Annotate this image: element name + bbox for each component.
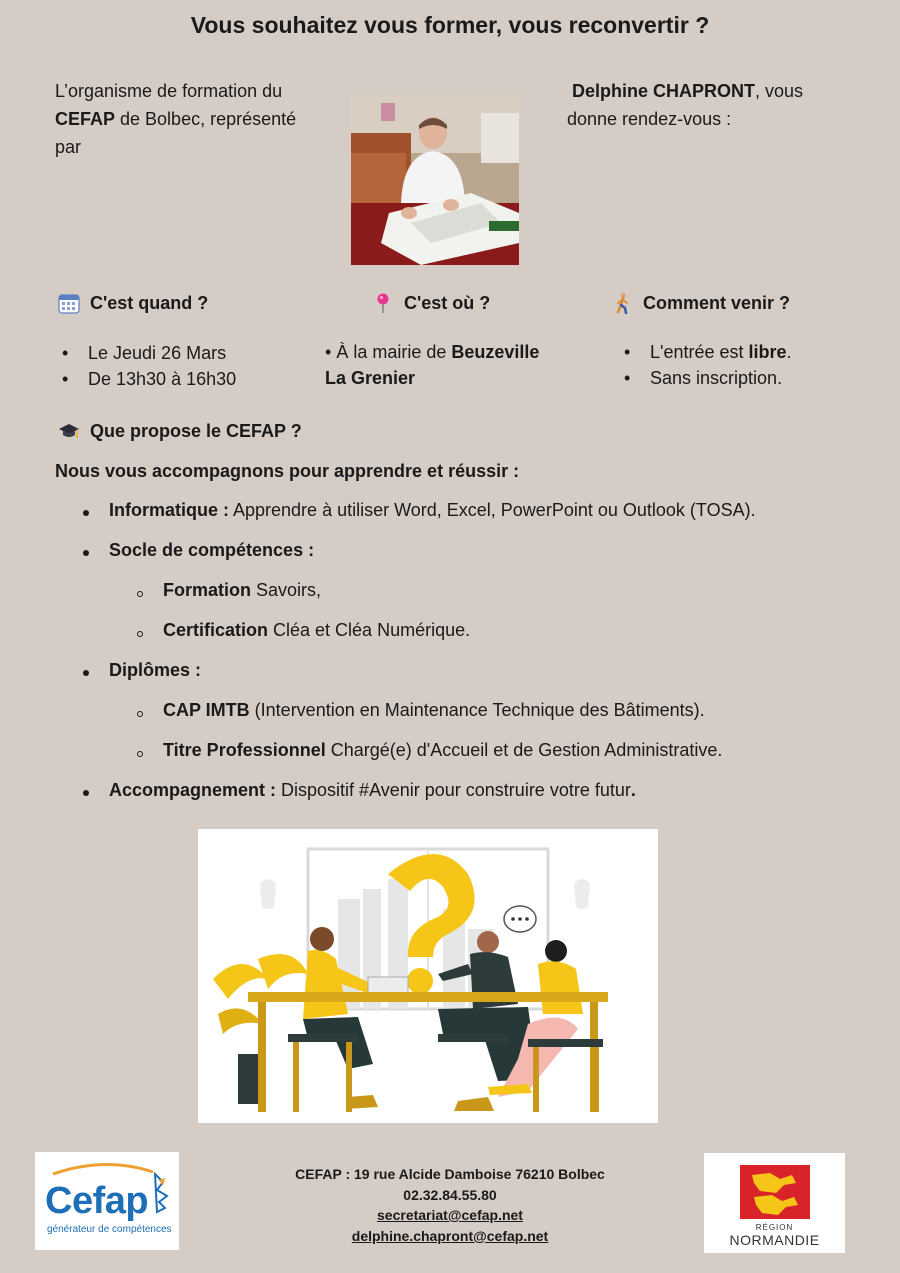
when-list xyxy=(58,340,236,392)
where-place: Beuzeville xyxy=(451,342,540,362)
socle-label: Socle de compétences : xyxy=(109,540,315,560)
dip-2-rest: Chargé(e) d'Accueil et de Gestion Administrative. xyxy=(325,740,723,760)
diplomes-label: Diplômes : xyxy=(109,660,202,680)
portrait-photo xyxy=(351,93,519,265)
socle-1-rest: Savoirs, xyxy=(251,580,322,600)
bullet-icon xyxy=(83,790,89,796)
intro-left-line2 xyxy=(55,105,345,133)
when-heading-text: C'est quand ? xyxy=(90,292,209,313)
how-list xyxy=(620,339,792,391)
offer-dip-1 xyxy=(163,700,705,721)
page-title: Vous souhaitez vous former, vous reconvertir ? xyxy=(190,12,710,38)
dip-1-rest: (Intervention en Maintenance Technique des Bâtiments). xyxy=(249,700,705,720)
intro-left xyxy=(55,77,345,161)
how-heading-text: Comment venir ? xyxy=(643,292,791,313)
bullet-icon xyxy=(83,670,89,676)
sub-bullet-icon xyxy=(137,591,143,597)
offer-informatique xyxy=(109,500,756,521)
where-text xyxy=(325,339,585,391)
region-logo-line2: NORMANDIE xyxy=(729,1232,820,1248)
how-item1-post: . xyxy=(786,342,792,362)
socle-1-bold: Formation xyxy=(163,580,251,600)
walking-person-icon xyxy=(611,292,633,314)
where-heading-text: C'est où ? xyxy=(404,292,491,313)
intro-left-line1: L’organisme de formation du xyxy=(55,81,283,101)
sub-bullet-icon xyxy=(137,711,143,717)
intro-right-line2: donne rendez-vous : xyxy=(567,109,732,129)
informatique-text: Apprendre à utiliser Word, Excel, PowerPoint ou Outlook (TOSA). xyxy=(229,500,756,520)
meeting-illustration-drawing xyxy=(198,829,658,1123)
how-item1-pre: L'entrée est xyxy=(650,342,749,362)
pin-icon xyxy=(372,292,394,314)
offer-socle-1 xyxy=(163,580,321,601)
offer-dip-2 xyxy=(163,740,722,761)
list-item: • De 13h30 à 16h30 xyxy=(58,366,236,392)
offer-socle-2 xyxy=(163,620,470,641)
offer-accompagnement xyxy=(109,780,636,801)
dip-1-bold: CAP IMTB xyxy=(163,700,250,720)
how-item1-bold: libre xyxy=(748,342,787,362)
where-line2 xyxy=(325,365,585,391)
contact-name-suffix: , vous xyxy=(755,81,804,101)
list-item xyxy=(620,339,792,365)
intro-right-line1 xyxy=(567,77,887,105)
intro-left-line3: par xyxy=(55,137,82,157)
offer-socle xyxy=(109,540,314,561)
bullet-icon xyxy=(83,510,89,516)
list-item: • Le Jeudi 26 Mars xyxy=(58,340,236,366)
offer-heading xyxy=(58,420,302,442)
sub-bullet-icon xyxy=(137,751,143,757)
contact-name: Delphine CHAPRONT xyxy=(572,81,756,101)
socle-2-bold: Certification xyxy=(163,620,269,640)
where-heading xyxy=(372,292,490,314)
offer-lead: Nous vous accompagnons pour apprendre et réussir : xyxy=(55,461,520,481)
region-logo-line1: RÉGION xyxy=(755,1223,794,1232)
dip-2-bold: Titre Professionnel xyxy=(163,740,326,760)
footer-email-contact[interactable]: delphine.chapront@cefap.net xyxy=(351,1227,549,1244)
list-item: • Sans inscription. xyxy=(620,365,792,391)
where-prefix: À la mairie de xyxy=(336,342,452,362)
footer-email-secretariat[interactable]: secretariat@cefap.net xyxy=(377,1207,523,1223)
where-place-2: La Grenier xyxy=(325,368,416,388)
region-normandie-logo xyxy=(704,1153,845,1253)
intro-right xyxy=(567,77,887,133)
informatique-label: Informatique : xyxy=(109,500,229,520)
how-heading xyxy=(611,292,790,314)
intro-org-rest: de Bolbec, représenté xyxy=(115,109,297,129)
intro-org-name: CEFAP xyxy=(55,109,116,129)
accomp-label: Accompagnement : xyxy=(109,780,277,800)
where-line1: • À la mairie de Beuzeville xyxy=(325,342,540,362)
graduation-cap-icon xyxy=(58,420,80,442)
accomp-end: . xyxy=(630,780,636,800)
meeting-illustration xyxy=(198,829,658,1123)
portrait-illustration xyxy=(351,93,519,265)
cefap-logo-tagline: générateur de compétences xyxy=(47,1224,172,1235)
footer-phone: 02.32.84.55.80 xyxy=(403,1186,497,1203)
calendar-icon xyxy=(58,292,80,314)
offer-heading-text: Que propose le CEFAP ? xyxy=(90,420,302,441)
accomp-text: Dispositif #Avenir pour construire votre futur xyxy=(276,780,631,800)
sub-bullet-icon xyxy=(137,631,143,637)
bullet-icon xyxy=(83,550,89,556)
socle-2-rest: Cléa et Cléa Numérique. xyxy=(268,620,471,640)
footer-address: CEFAP : 19 rue Alcide Damboise 76210 Bolbec xyxy=(295,1166,605,1182)
when-heading xyxy=(58,292,208,314)
offer-diplomes xyxy=(109,660,201,681)
cefap-logo-name: Cefap xyxy=(45,1180,149,1222)
